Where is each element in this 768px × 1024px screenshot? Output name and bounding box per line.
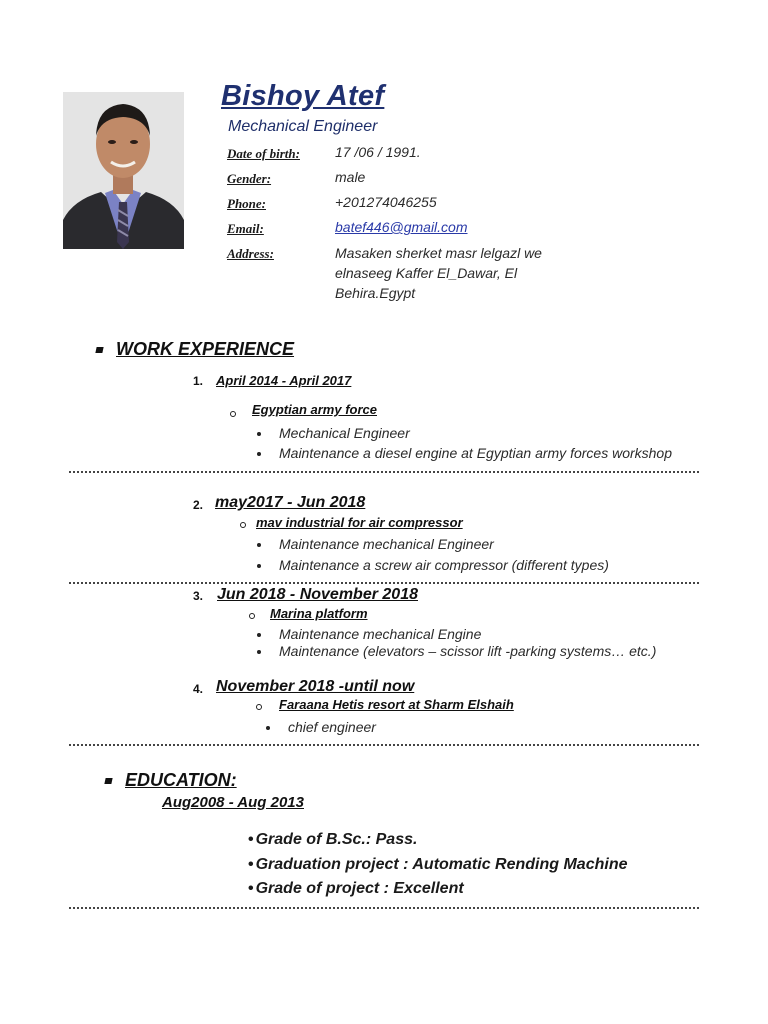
work-experience-heading: WORK EXPERIENCE (116, 339, 295, 359)
section-divider (69, 471, 699, 473)
dob-value: 17 /06 / 1991. (335, 144, 421, 160)
education-item-2: • Graduation project : Automatic Rending Machine (248, 856, 628, 873)
dot-bullet-icon (266, 726, 270, 730)
address-label: Address: (227, 246, 274, 261)
job-4-duty-1: chief engineer (288, 719, 376, 735)
square-bullet-icon (104, 778, 112, 784)
job-4-number: 4. (193, 682, 204, 696)
job-1-number: 1. (193, 374, 204, 388)
education-item-1-text: Grade of B.Sc.: Pass. (255, 831, 418, 848)
job-1-duty-2: Maintenance a diesel engine at Egyptian army forces workshop (279, 445, 672, 461)
job-3-duty-1: Maintenance mechanical Engine (279, 626, 482, 642)
job-1-company: Egyptian army force (252, 402, 377, 417)
profile-photo (63, 92, 184, 249)
circle-bullet-icon (240, 522, 246, 528)
job-3-period: Jun 2018 - November 2018 (217, 586, 418, 603)
education-item-1: • Grade of B.Sc.: Pass. (248, 831, 418, 848)
circle-bullet-icon (230, 411, 236, 417)
square-bullet-icon (95, 347, 103, 353)
education-heading: EDUCATION: (125, 770, 237, 790)
job-3-duty-2: Maintenance (elevators – scissor lift -parking systems… etc.) (279, 643, 657, 659)
section-divider (69, 907, 699, 909)
education-item-3-text: Grade of project : Excellent (255, 880, 464, 897)
circle-bullet-icon (249, 613, 255, 619)
job-title: Mechanical Engineer (228, 118, 378, 135)
dot-bullet-icon (257, 650, 261, 654)
dot-bullet-icon (257, 432, 261, 436)
section-divider (69, 582, 699, 584)
education-item-2-text: Graduation project : Automatic Rending Machine (255, 856, 628, 873)
dot-bullet-icon (257, 633, 261, 637)
phone-label: Phone: (227, 196, 266, 211)
education-period: Aug2008 - Aug 2013 (162, 794, 304, 811)
job-1-period: April 2014 - April 2017 (216, 373, 352, 388)
section-divider (69, 744, 699, 746)
job-4-period: November 2018 -until now (216, 678, 415, 695)
email-label: Email: (227, 221, 264, 236)
person-name: Bishoy Atef (221, 80, 385, 112)
dot-bullet-icon (257, 452, 261, 456)
job-2-duty-2: Maintenance a screw air compressor (different types) (279, 557, 609, 573)
email-link[interactable]: batef446@gmail.com (335, 219, 468, 235)
job-3-number: 3. (193, 589, 204, 603)
job-2-company: mav industrial for air compressor (256, 515, 463, 530)
job-2-number: 2. (193, 498, 204, 512)
phone-value: +201274046255 (335, 194, 437, 210)
circle-bullet-icon (256, 704, 262, 710)
job-3-company: Marina platform (270, 606, 368, 621)
job-2-duty-1: Maintenance mechanical Engineer (279, 536, 494, 552)
education-item-3: • Grade of project : Excellent (248, 880, 464, 897)
job-1-duty-1: Mechanical Engineer (279, 425, 410, 441)
gender-label: Gender: (227, 171, 272, 186)
job-2-period: may2017 - Jun 2018 (215, 494, 366, 511)
job-4-company: Faraana Hetis resort at Sharm Elshaih (279, 697, 514, 712)
gender-value: male (335, 169, 366, 185)
dot-bullet-icon (257, 564, 261, 568)
address-value: Masaken sherket masr lelgazl we elnaseeg Kaffer El_Dawar, El Behira.Egypt (335, 245, 542, 301)
dot-bullet-icon (257, 543, 261, 547)
dob-label: Date of birth: (227, 146, 300, 161)
